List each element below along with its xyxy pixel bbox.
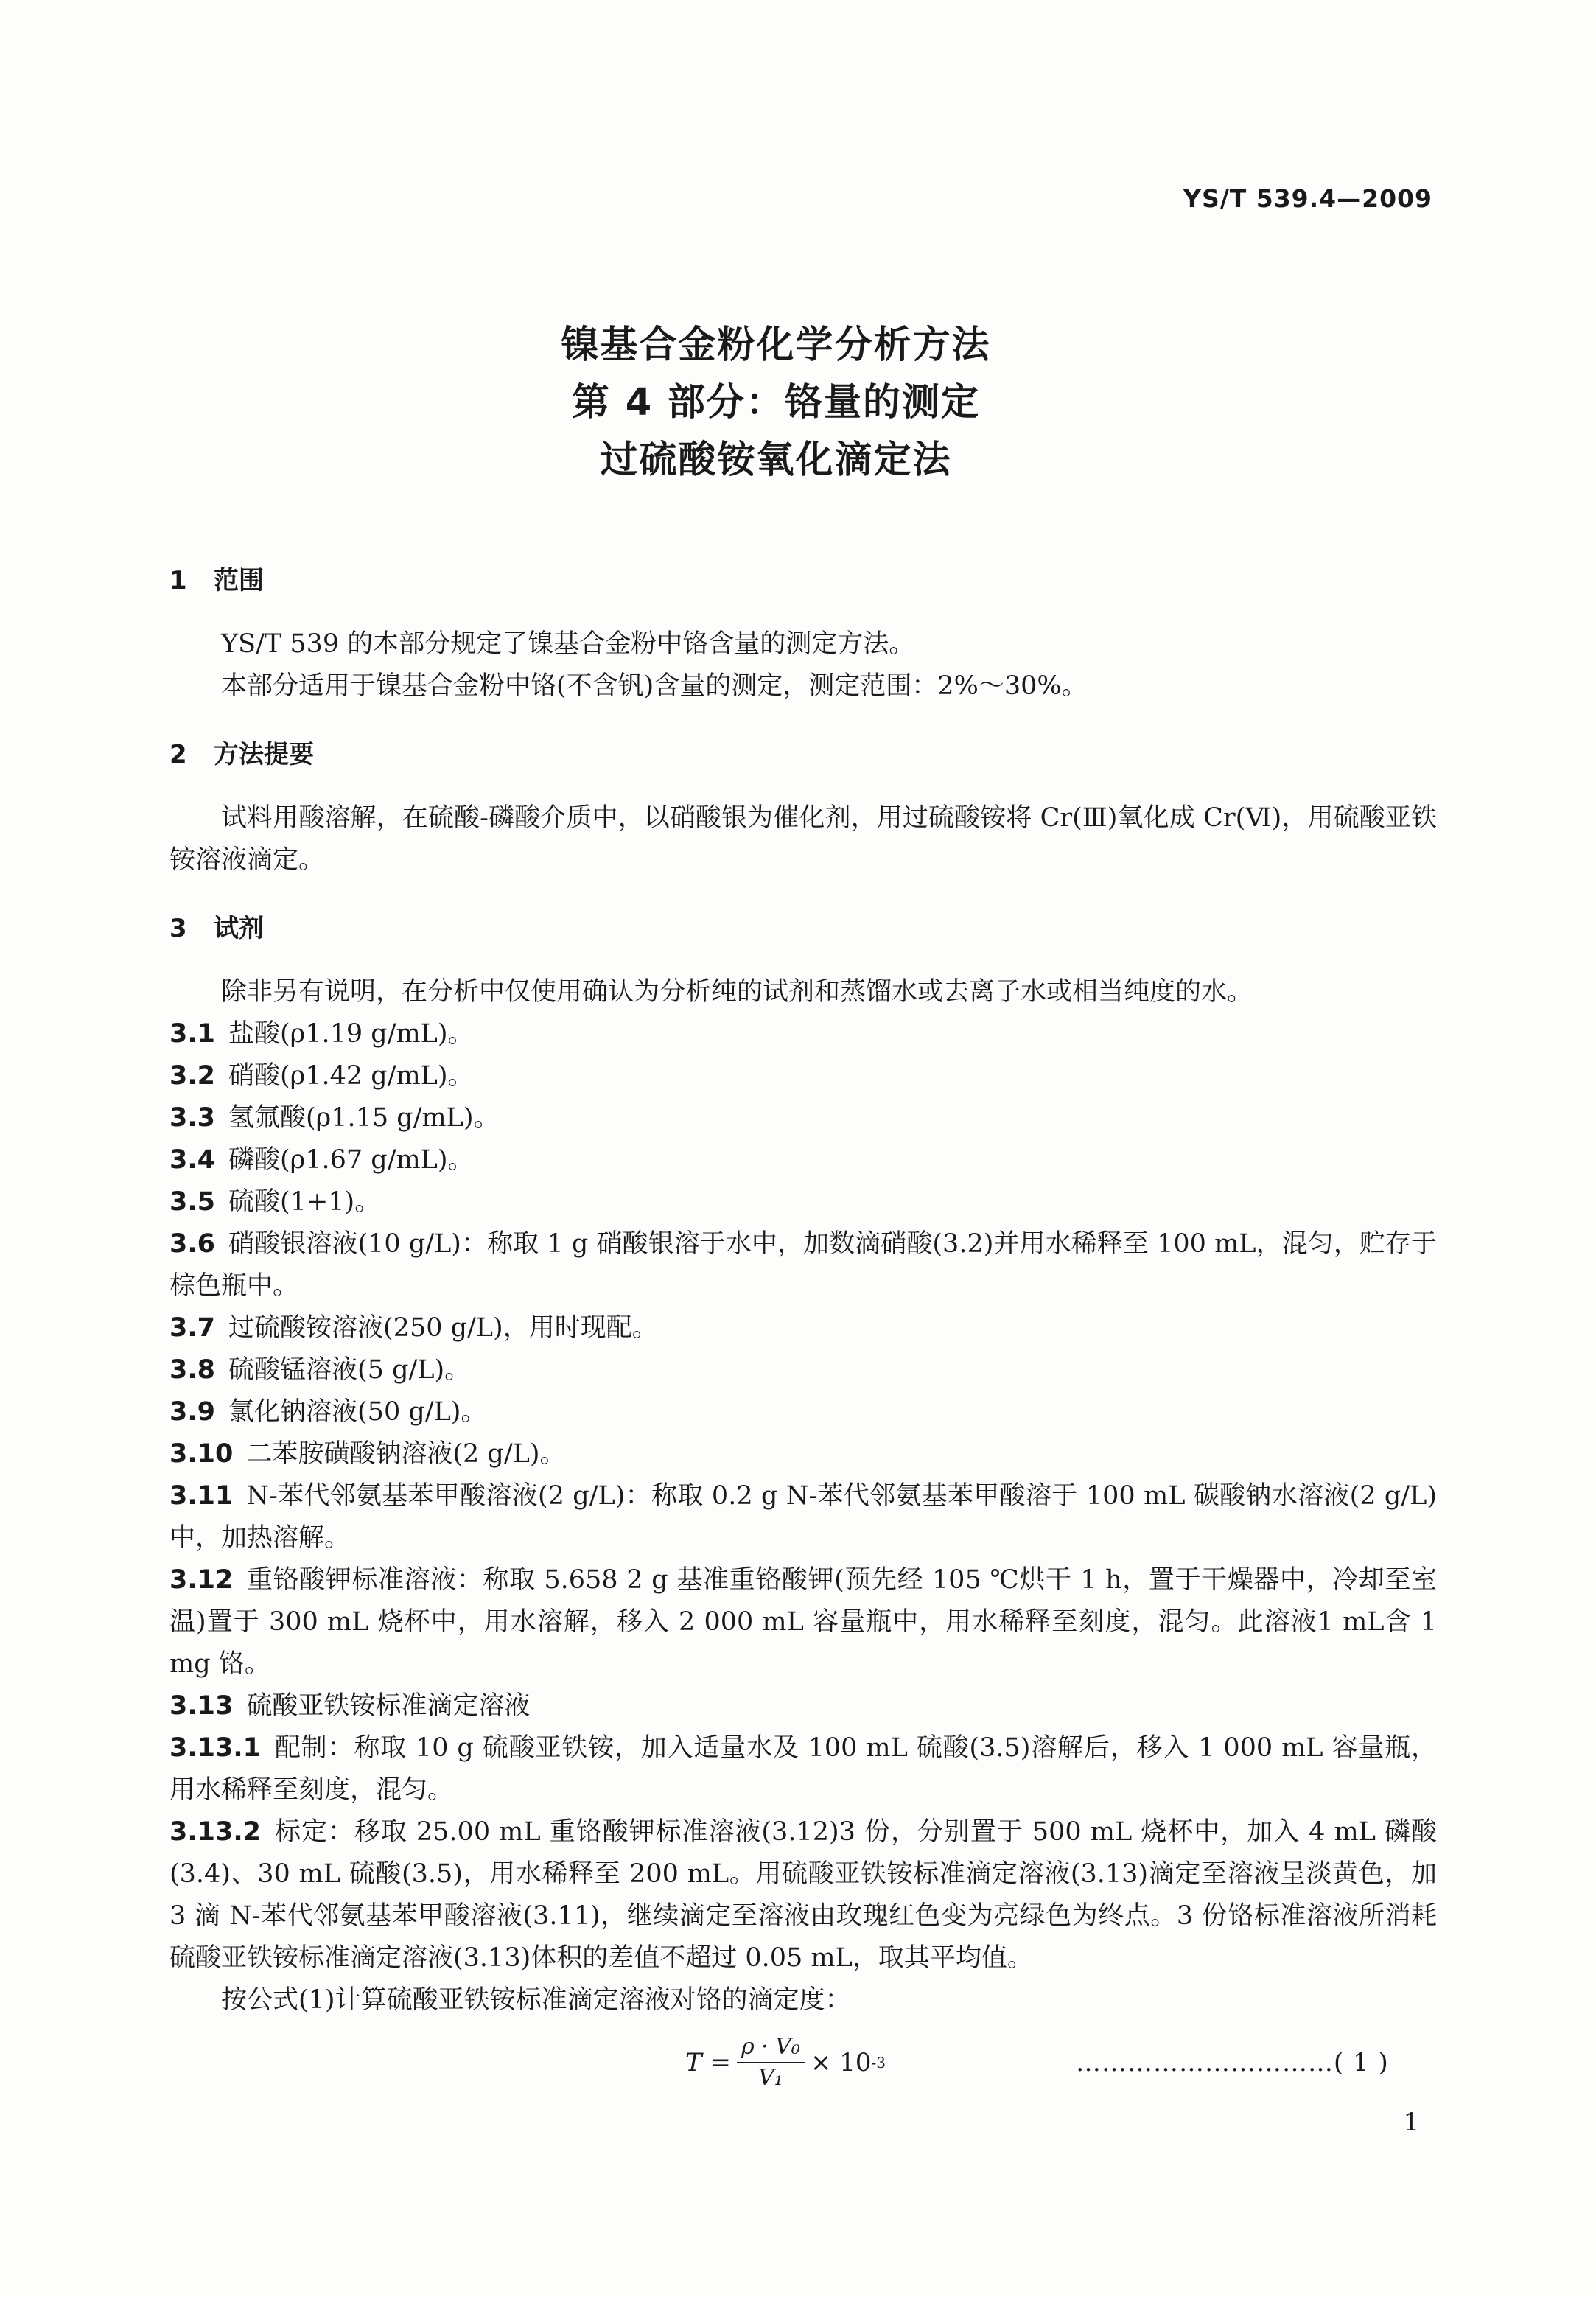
formula-exponent: -3	[871, 2054, 886, 2072]
page-number: 1	[1403, 2108, 1419, 2137]
formula-fraction	[737, 2032, 805, 2093]
formula-number: ( 1 )	[1334, 2048, 1389, 2077]
section-2-heading	[169, 734, 1437, 775]
section-title: 方法提要	[214, 740, 314, 769]
reagent-item: 3.9 氯化钠溶液(50 g/L)。	[169, 1397, 487, 1427]
reagent-item: 3.5 硫酸(1+1)。	[169, 1187, 381, 1217]
standard-code: YS/T 539.4—2009	[1183, 184, 1432, 213]
reagent-item: 3.11 N-苯代邻氨基苯甲酸溶液(2 g/L)：称取 0.2 g N-苯代邻氨基苯甲酸溶于 100 mL 碳酸钠水溶液(2 g/L)中，加热溶解。	[169, 1481, 1437, 1553]
section-number: 3	[169, 914, 187, 943]
reagent-item: 3.4 磷酸(ρ1.67 g/mL)。	[169, 1145, 474, 1175]
reagent-item: 3.12 重铬酸钾标准溶液：称取 5.658 2 g 基准重铬酸钾(预先经 105 ℃烘干 1 h，置于干燥器中，冷却至室温)置于 300 mL 烧杯中，用水溶解，移入 2 000 mL 容量瓶中，用水稀释至刻度，混匀。此溶液1 mL含 1 mg 铬。	[169, 1565, 1437, 1679]
formula-leader: …………………………( 1 )	[1076, 2048, 1389, 2077]
title-line-2: 第 4 部分：铬量的测定	[572, 381, 980, 424]
reagent-item: 3.7 过硫酸铵溶液(250 g/L)，用时现配。	[169, 1313, 658, 1343]
section-1-paragraph-2: 本部分适用于镍基合金粉中铬(不含钒)含量的测定，测定范围：2%～30%。	[221, 671, 1088, 701]
title-block	[0, 317, 1596, 489]
formula-expression	[685, 2026, 886, 2100]
section-title: 范围	[214, 566, 264, 595]
section-title: 试剂	[214, 914, 264, 943]
formula-numerator: ρ · V₀	[737, 2032, 805, 2063]
section-number: 1	[169, 566, 187, 595]
document-body	[169, 560, 1437, 2100]
formula-lhs: T =	[685, 2048, 731, 2077]
formula-1	[169, 2026, 1437, 2100]
formula-denominator: V₁	[758, 2065, 783, 2091]
reagent-item: 3.10 二苯胺磺酸钠溶液(2 g/L)。	[169, 1439, 566, 1469]
formula-intro: 按公式(1)计算硫酸亚铁铵标准滴定溶液对铬的滴定度：	[221, 1985, 851, 2015]
title-line-3: 过硫酸铵氧化滴定法	[600, 438, 952, 482]
section-number: 2	[169, 740, 187, 769]
reagent-item: 3.8 硫酸锰溶液(5 g/L)。	[169, 1355, 471, 1385]
section-3-paragraph-1: 除非另有说明，在分析中仅使用确认为分析纯的试剂和蒸馏水或去离子水或相当纯度的水。	[221, 977, 1253, 1007]
reagent-item: 3.13 硫酸亚铁铵标准滴定溶液	[169, 1691, 531, 1721]
reagent-item: 3.2 硝酸(ρ1.42 g/mL)。	[169, 1061, 474, 1091]
reagent-item: 3.13.1 配制：称取 10 g 硫酸亚铁铵，加入适量水及 100 mL 硫酸(3.5)溶解后，移入 1 000 mL 容量瓶，用水稀释至刻度，混匀。	[169, 1733, 1437, 1805]
reagent-item: 3.3 氢氟酸(ρ1.15 g/mL)。	[169, 1103, 500, 1133]
section-2-paragraph-1: 试料用酸溶解，在硫酸-磷酸介质中，以硝酸银为催化剂，用过硫酸铵将 Cr(Ⅲ)氧化成 Cr(Ⅵ)，用硫酸亚铁铵溶液滴定。	[169, 803, 1437, 875]
section-1-heading	[169, 560, 1437, 601]
formula-times: × 10	[810, 2048, 872, 2077]
title-line-1: 镍基合金粉化学分析方法	[561, 324, 991, 367]
section-3-heading	[169, 908, 1437, 949]
reagent-item: 3.1 盐酸(ρ1.19 g/mL)。	[169, 1019, 474, 1049]
section-1-paragraph-1: YS/T 539 的本部分规定了镍基合金粉中铬含量的测定方法。	[221, 629, 915, 659]
reagent-item: 3.6 硝酸银溶液(10 g/L)：称取 1 g 硝酸银溶于水中，加数滴硝酸(3.2)并用水稀释至 100 mL，混匀，贮存于棕色瓶中。	[169, 1229, 1437, 1301]
reagent-item: 3.13.2 标定：移取 25.00 mL 重铬酸钾标准溶液(3.12)3 份，分别置于 500 mL 烧杯中，加入 4 mL 磷酸(3.4)、30 mL 硫酸(3.5)，用水稀释至 200 mL。用硫酸亚铁铵标准滴定溶液(3.13)滴定至溶液呈淡黄色，加 3 滴 N-苯代邻氨基苯甲酸溶液(3.11)，继续滴定至溶液由玫瑰红色变为亮绿色为终点。3 份铬标准溶液所消耗硫酸亚铁铵标准滴定溶液(3.13)体积的差值不超过 0.05 mL，取其平均值。	[169, 1817, 1437, 1973]
